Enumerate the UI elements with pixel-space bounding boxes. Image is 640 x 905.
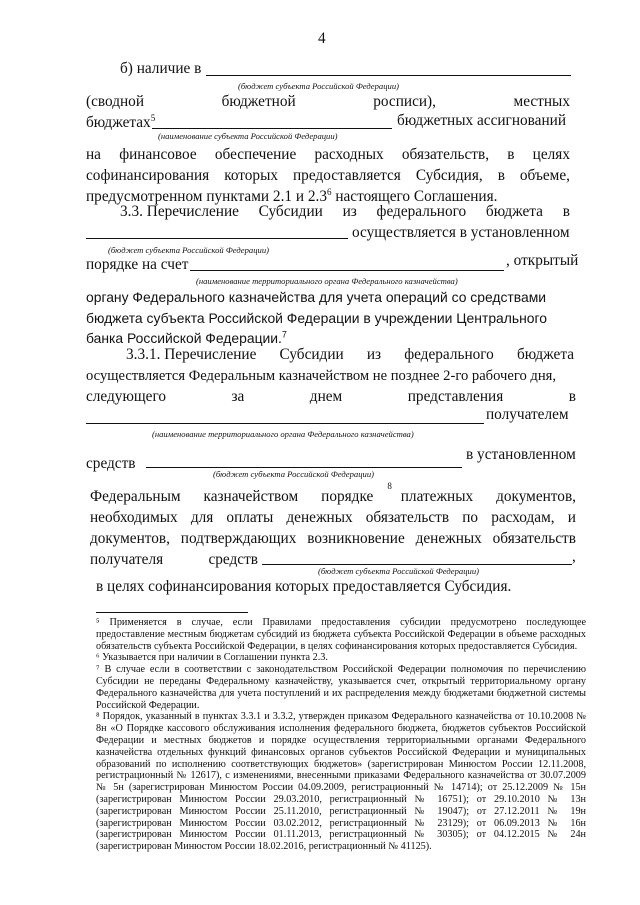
word: Субсидия, bbox=[415, 167, 483, 184]
word: расходам, bbox=[491, 509, 555, 526]
word: из bbox=[342, 203, 357, 220]
word: казначейством bbox=[203, 488, 299, 505]
word: в bbox=[497, 167, 505, 184]
word: местных bbox=[513, 93, 570, 110]
footnotes bbox=[96, 617, 586, 853]
word: бюджетной bbox=[221, 93, 296, 110]
text-row bbox=[86, 146, 570, 164]
field-hint: (наименование субъекта Российской Федерации) bbox=[158, 131, 338, 141]
text-row bbox=[120, 203, 570, 221]
text: банка Российской Федерации. bbox=[86, 330, 282, 346]
footnote-6: ⁶ Указывается при наличии в Соглашении пункта 2.3. bbox=[96, 652, 328, 664]
text-row bbox=[86, 388, 576, 406]
text: получателем bbox=[486, 406, 569, 423]
footnote-ref: 8 bbox=[387, 480, 392, 491]
word: порядке bbox=[321, 488, 374, 505]
item-b-label: б) наличие в bbox=[120, 60, 202, 77]
field-hint: (наименование территориального органа Федерального казначейства) bbox=[196, 276, 458, 286]
word: обязательств bbox=[365, 509, 450, 526]
footnote-7: ⁷ В случае если в соответствии с законодательством Российской Федерации полномочия по перечислению Субсидии не переданы Федеральному казначейству, указывается счет, открытый территориальному органу Федерального казначейства для учета поступлений и их распределения между бюджетами бюджетной системы Российской Федерации. bbox=[96, 664, 586, 711]
word: подтверждающих bbox=[180, 530, 297, 547]
word: 3.3. Перечисление bbox=[120, 203, 239, 220]
word: софинансирования bbox=[86, 167, 210, 184]
blank-line bbox=[262, 564, 572, 565]
word: обеспечение bbox=[214, 146, 297, 163]
word: расходных bbox=[314, 146, 384, 163]
word: федерального bbox=[376, 203, 467, 220]
text: бюджетах bbox=[86, 114, 151, 131]
word: следующего bbox=[86, 388, 166, 405]
word: Субсидии bbox=[279, 346, 344, 363]
word: бюджета bbox=[485, 203, 543, 220]
word: бюджета bbox=[516, 346, 574, 363]
text: в установленном bbox=[466, 446, 576, 463]
word: 3.3.1. Перечисление bbox=[126, 346, 257, 363]
footnote-ref: 6 bbox=[327, 186, 332, 197]
word: денежных bbox=[286, 509, 353, 526]
word: (сводной bbox=[86, 93, 145, 110]
field-hint: (бюджет субъекта Российской Федерации) bbox=[238, 81, 399, 91]
field-hint: (бюджет субъекта Российской Федерации) bbox=[318, 566, 479, 576]
field-hint: (наименование территориального органа Федерального казначейства) bbox=[152, 429, 414, 439]
blank-line bbox=[152, 128, 392, 129]
word: в bbox=[562, 203, 570, 220]
blank-line bbox=[86, 423, 484, 424]
word: документов, bbox=[90, 530, 170, 547]
text: предусмотренном пунктами 2.1 и 2.3 bbox=[86, 188, 327, 205]
text-row bbox=[90, 551, 258, 569]
text: средств bbox=[86, 455, 136, 472]
word: предоставляется bbox=[292, 167, 401, 184]
text-row: органу Федерального казначейства для учета операций со средствами bbox=[86, 289, 547, 305]
footnote-separator bbox=[96, 612, 248, 613]
word: оплаты bbox=[226, 509, 274, 526]
word: средств bbox=[208, 551, 258, 568]
word: из bbox=[366, 346, 382, 363]
blank-line bbox=[190, 270, 504, 271]
word: необходимых bbox=[90, 509, 178, 526]
word: Субсидии bbox=[258, 203, 323, 220]
word: получателя bbox=[90, 551, 164, 568]
footnote-8: ⁸ Порядок, указанный в пунктах 3.3.1 и 3.3.2, утвержден приказом Федерального казначейства от 10.10.2008 № 8н «О Порядке кассового обслуживания исполнения федерального бюджета, бюджетов субъектов Российской Федерации и местных бюджетов и порядке осуществления территориальными органами Федерального казначейства отдельных функций финансовых органов субъектов Российской Федерации и муниципальных образований по исполнению соответствующих бюджетов» (зарегистрирован Минюстом России 12.11.2008, регистрационный № 12617), с изменениями, внесенными приказами Федерального казначейства от 30.07.2009 № 5н (зарегистрирован Минюстом России 04.09.2009, регистрационный № 14714); от 25.12.2009 № 15н (зарегистрирован Минюстом России 29.03.2010, регистрационный № 16751); от 29.10.2010 № 13н (зарегистрирован Минюстом России 25.11.2010, регистрационный № 19047); от 27.12.2011 № 19н (зарегистрирован Минюстом России 03.02.2012, регистрационный № 23129); от 06.09.2013 № 16н (зарегистрирован Минюстом России 01.11.2013, регистрационный № 30305); от 04.12.2015 № 24н (зарегистрирован Минюстом России 18.02.2016, регистрационный № 41125). bbox=[96, 711, 586, 853]
blank-line bbox=[146, 467, 462, 468]
text: осуществляется в установленном bbox=[352, 224, 570, 241]
word: за bbox=[231, 388, 245, 405]
text-row bbox=[86, 114, 155, 132]
text-row bbox=[126, 346, 574, 364]
text-row: в целях софинансирования которых предоставляется Субсидия. bbox=[96, 578, 512, 595]
text: бюджетных ассигнований bbox=[397, 112, 567, 129]
word: на bbox=[86, 146, 101, 163]
text-row bbox=[86, 93, 570, 111]
text-row: осуществляется Федеральным казначейством не позднее 2-го рабочего дня, bbox=[86, 368, 556, 384]
word: для bbox=[190, 509, 214, 526]
text-row: бюджета субъекта Российской Федерации в учреждении Центрального bbox=[86, 310, 547, 326]
word: днем bbox=[309, 388, 343, 405]
word: документов, bbox=[496, 488, 576, 505]
text-row bbox=[90, 480, 576, 506]
word: объеме, bbox=[519, 167, 570, 184]
word: в bbox=[507, 146, 515, 163]
word: и bbox=[567, 509, 576, 526]
word: целях bbox=[532, 146, 570, 163]
word: обязательств, bbox=[401, 146, 490, 163]
text-row bbox=[90, 530, 576, 548]
word-with-ref bbox=[321, 480, 392, 506]
word: представления bbox=[407, 388, 504, 405]
word: которых bbox=[224, 167, 278, 184]
word: Федеральным bbox=[90, 488, 181, 505]
footnote-ref: 5 bbox=[150, 112, 156, 123]
word: федерального bbox=[404, 346, 494, 363]
text: , открытый bbox=[506, 252, 579, 269]
word: платежных bbox=[400, 488, 474, 505]
field-hint: (бюджет субъекта Российской Федерации) bbox=[213, 469, 374, 479]
footnote-ref: 7 bbox=[281, 329, 287, 340]
word: финансовое bbox=[119, 146, 197, 163]
text-row bbox=[90, 509, 576, 527]
blank-line bbox=[206, 75, 571, 76]
text-row bbox=[86, 329, 287, 347]
text-row bbox=[86, 167, 570, 185]
footnote-5: ⁵ Применяется в случае, если Правилами предоставления субсидии предусмотрено последующее предоставление местным бюджетам субсидий из бюджета субъекта Российской Федерации в объеме расходных обязательств субъекта Российской Федерации, в целях софинансирования которых предоставляется Субсидия. bbox=[96, 617, 586, 652]
word: в bbox=[568, 388, 576, 405]
word: возникновение bbox=[307, 530, 405, 547]
blank-line bbox=[86, 238, 348, 239]
word: денежных bbox=[415, 530, 482, 547]
text: порядке на счет bbox=[86, 256, 189, 273]
word: обязательств bbox=[492, 530, 576, 547]
page-number: 4 bbox=[318, 30, 326, 47]
word: росписи), bbox=[373, 93, 436, 110]
field-hint: (бюджет субъекта Российской Федерации) bbox=[108, 245, 269, 255]
word: по bbox=[462, 509, 479, 526]
text: настоящего Соглашения. bbox=[331, 188, 498, 205]
text: , bbox=[572, 548, 576, 565]
